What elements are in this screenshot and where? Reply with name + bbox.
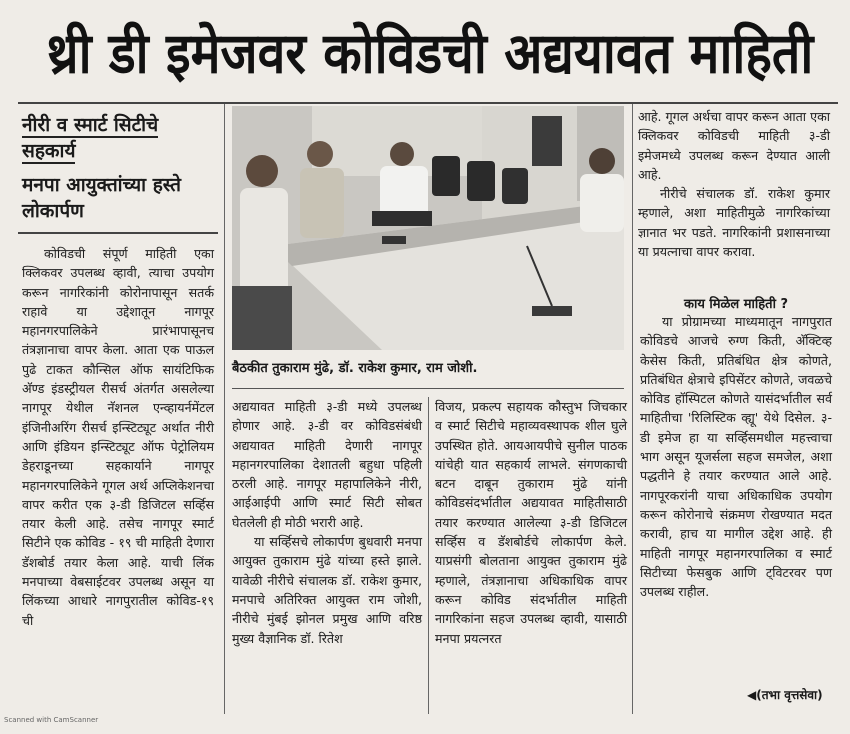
column-divider [224,104,225,714]
column-divider [632,104,633,714]
column-2 [232,397,422,648]
column-2-para-2: या सर्व्हिसचे लोकार्पण बुधवारी मनपा आयुक्त तुकाराम मुंढे यांच्या हस्ते झाले. यावेळी नीरीचे संचालक डॉ. राकेश कुमार, मनपाचे अतिरिक्त आयुक्त राम जोशी, नीरीचे मुंबई झोनल प्रमुख आणि वरिष्ठ मुख्य वैज्ञानिक डॉ. रितेश [232,534,422,646]
column-4-para-2: नीरीचे संचालक डॉ. राकेश कुमार म्हणाले, अशा माहितीमुळे नागरिकांच्या ज्ञानात भर पडते. नागरिकांनी प्रशासनाच्या या प्रयत्नाचा वापर करावा. [638,186,830,260]
photo-caption: बैठकीत तुकाराम मुंढे, डॉ. राकेश कुमार, राम जोशी. [232,361,478,376]
column-3 [435,397,627,648]
column-3-text: विजय, प्रकल्प सहायक कौस्तुभ जिचकार व स्मार्ट सिटीचे महाव्यवस्थापक शील घुले उपस्थित होते. आयआयपीचे सुनील पाठक यांचेही यात सहकार्य लाभले. संगणकाची बटन दाबून तुकाराम मुंढे यांनी कोविडसंदर्भातील अद्ययावत माहितीसाठी तयार करण्यात आलेल्या ३-डी डिजिटल सर्व्हिस व डॅशबोर्डचे लोकार्पण केले. याप्रसंगी बोलताना आयुक्त तुकाराम मुंढे म्हणाले, तंत्रज्ञानाचा अधिकाधिक वापर करून कोविड संदर्भातील माहिती नागरिकांना सहज उपलब्ध व्हावी, यासाठी मनपा प्रयत्नरत [435,399,627,646]
headline-rule [18,102,838,104]
caption-rule [232,388,624,389]
column-1-text: कोविडची संपूर्ण माहिती एका क्लिकवर उपलब्ध व्हावी, त्याचा उपयोग करून नागरिकांनी कोरोनापासून सतर्क राहावे या उद्देशातून नागपूर महानगरपालिकेने प्रारंभापासूनच तंत्रज्ञानाचा वापर केला. आता एक पाऊल पुढे टाकत कौन्सिल ऑफ सायंटिफिक अ‍ॅण्ड इंडस्ट्रीयल रीसर्च अंतर्गत असलेल्या नागपूर येथील नॅशनल एन्व्हायर्नमेंटल इंजिनीअरिंग रीसर्च इन्स्टिट्यूट अर्थात नीरी आणि इंडियन इन्स्टिट्यूट ऑफ पेट्रोलियम डेहराडूनच्या सहकार्याने नागपूर महानगरपालिकेने गूगल अर्थ अप्लिकेशनचा वापर करीत एक ३-डी डिजिटल सर्व्हिस तयार केली आहे. तसेच नागपूर स्मार्ट सिटीने एक कोविड - १९ ची माहिती देणारा डॅशबोर्ड तयार केला आहे. याची लिंक मनपाच्या वेबसाईटवर उपलब्ध असून या लिंकच्या आधारे नागपुरातील कोविड-१९ ची [22,246,214,628]
column-4-para-1: आहे. गूगल अर्थचा वापर करून आता एका क्लिकवर कोविडची माहिती ३-डी इमेजमध्ये उपलब्ध करून देण्यात आली आहे. [638,109,830,182]
meeting-photo-illustration [232,106,624,350]
subhead-2: मनपा आयुक्तांच्या हस्ते लोकार्पण [22,174,181,222]
scanner-watermark: Scanned with CamScanner [4,716,99,724]
meeting-photo [232,106,624,350]
subhead-1 [22,112,212,164]
subhead-rule [18,232,218,234]
headline: थ्री डी इमेजवर कोविडची अद्ययावत माहिती [46,20,814,86]
column-4-subhead: काय मिळेल माहिती ? [683,297,789,312]
column-divider [428,397,429,714]
news-credit: ◀(तभा वृत्तसेवा) [747,688,823,702]
column-2-para-1: अद्ययावत माहिती ३-डी मध्ये उपलब्ध होणार आहे. ३-डी वर कोविडसंबंधी अद्ययावत माहिती देणारी नागपूर महानगरपालिका देशातली बहुधा पहिली ठरली आहे. नागपूर महापालिकेने नीरी, आईआईपी आणि स्मार्ट सिटी सोबत घेतलेली ही मोठी भरारी आहे. [232,399,422,530]
subhead-1-text: नीरी व स्मार्ट सिटीचे सहकार्य [22,114,159,162]
column-4-top [638,107,830,261]
column-4-bottom [640,312,832,601]
column-4-para-3: या प्रोग्रामच्या माध्यमातून नागपुरात कोविडचे आजचे रुग्ण किती, अ‍ॅक्टिव्ह केसेस किती, प्रतिबंधित क्षेत्र कोणते, प्रतिबंधित क्षेत्राचे इपिसेंटर कोणते, जवळचे कोविड हॉस्पिटल कोणते यासंदर्भातील सर्व माहितीचा 'रिलिस्टिक व्ह्यू' येथे दिसेल. ३-डी इमेज हा या सर्व्हिसमधील महत्त्वाचा भाग असून यूजर्सला सहज समजेल, अशा पद्धतीने हे तयार करण्यात आले आहे. नागपूरकरांनी याचा अधिकाधिक उपयोग करून कोरोनाचे संक्रमण रोखण्यात मदत करावी, हाच या मागील उद्देश आहे. ही माहिती नागपूर महानगरपालिका व स्मार्ट सिटीच्या फेसबुक आणि ट्विटरवर पण उपलब्ध राहील. [640,314,832,600]
column-1 [22,244,214,630]
